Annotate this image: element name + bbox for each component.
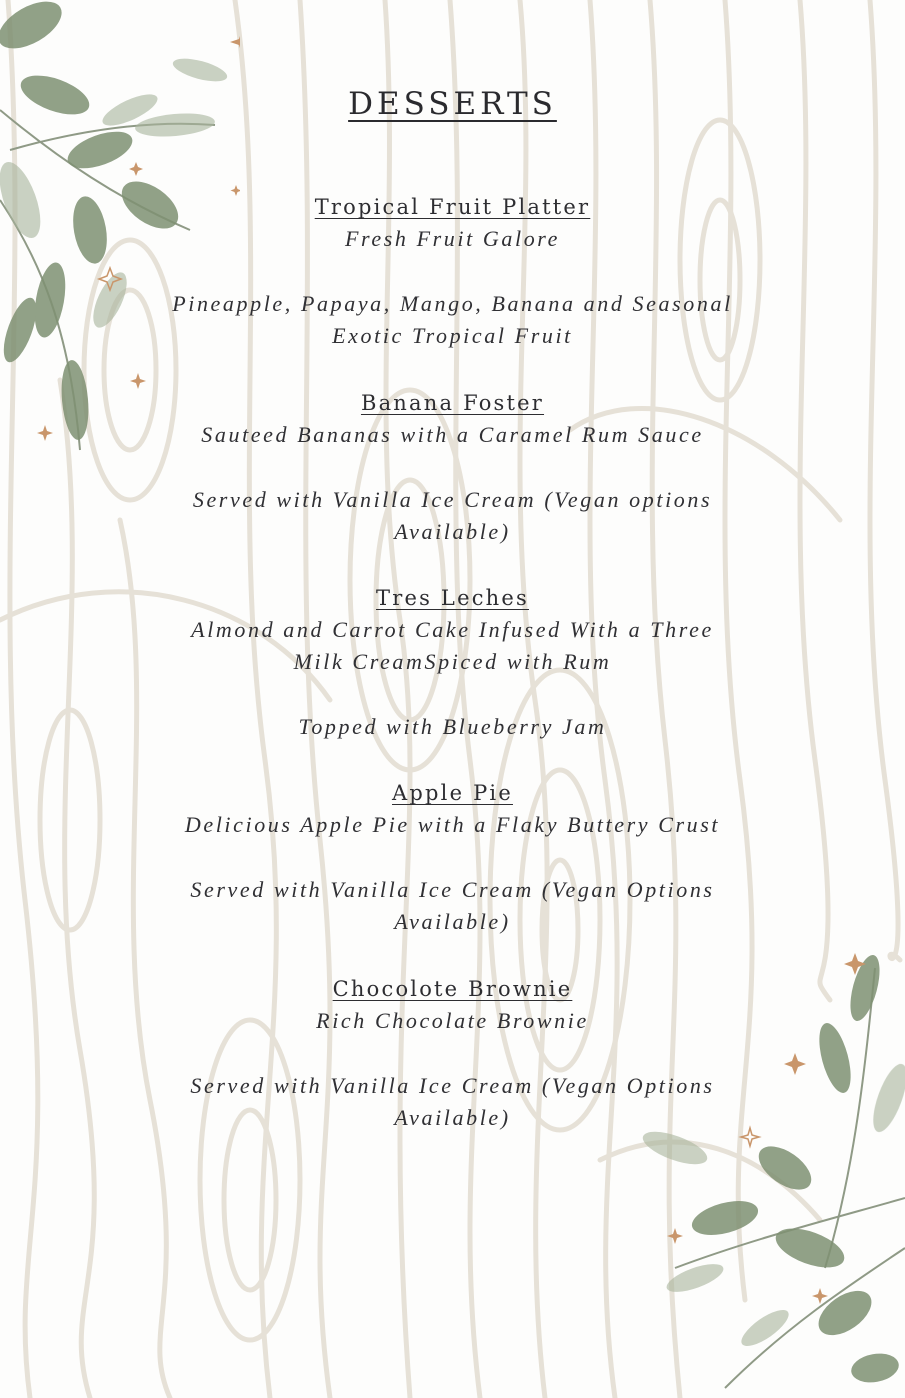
menu-item-subtitle: Milk CreamSpiced with Rum <box>293 649 612 674</box>
menu-item-banana-foster <box>100 387 805 548</box>
menu-title: DESSERTS <box>348 86 557 122</box>
menu-item-detail: Available) <box>394 1105 511 1130</box>
menu-item-subtitle: Delicious Apple Pie with a Flaky Buttery Crust <box>184 812 721 837</box>
menu-item-detail: Available) <box>394 909 511 934</box>
menu-item-subtitle: Sauteed Bananas with a Caramel Rum Sauce <box>201 422 704 447</box>
menu-item-detail: Pineapple, Papaya, Mango, Banana and Seasonal <box>172 291 733 316</box>
menu-item-subtitle: Fresh Fruit Galore <box>344 226 561 251</box>
menu-item-tres-leches <box>100 582 805 743</box>
menu-item-detail: Exotic Tropical Fruit <box>332 323 573 348</box>
menu-item-name: Chocolote Brownie <box>332 977 573 1001</box>
menu-item-detail: Served with Vanilla Ice Cream (Vegan Options <box>190 1073 715 1098</box>
menu-item-name: Apple Pie <box>392 781 513 805</box>
menu-item-subtitle: Rich Chocolate Brownie <box>316 1008 589 1033</box>
menu-item-detail: Served with Vanilla Ice Cream (Vegan options <box>192 487 713 512</box>
menu-item-name: Tres Leches <box>376 586 529 610</box>
menu-item-apple-pie <box>100 777 805 938</box>
menu-item-name: Banana Foster <box>360 391 545 415</box>
menu-item-name: Tropical Fruit Platter <box>314 195 591 219</box>
menu-item-detail: Available) <box>394 519 511 544</box>
menu-item-chocolote-brownie <box>100 973 805 1134</box>
menu-item-tropical-fruit-platter <box>100 191 805 352</box>
menu-item-detail: Served with Vanilla Ice Cream (Vegan Options <box>190 877 715 902</box>
menu-item-detail: Topped with Blueberry Jam <box>298 714 607 739</box>
menu-item-subtitle: Almond and Carrot Cake Infused With a Three <box>191 617 714 642</box>
